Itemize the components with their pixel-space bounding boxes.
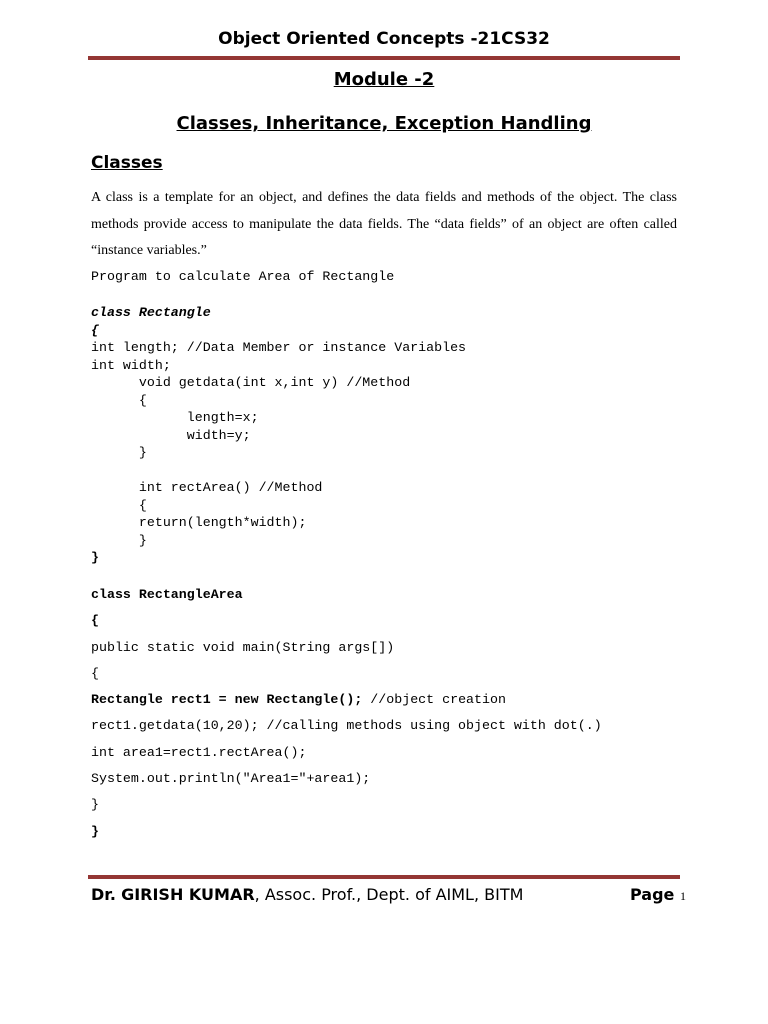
footer-prefix: Dr. — [91, 885, 116, 904]
code-line: int width; — [91, 357, 171, 373]
code-line — [91, 462, 466, 480]
code-line: { — [91, 392, 147, 408]
code-line: System.out.println("Area1="+area1); — [91, 771, 371, 787]
document-header-title: Object Oriented Concepts -21CS32 — [218, 29, 550, 49]
code-line: } — [91, 797, 99, 813]
footer-author — [91, 885, 523, 904]
code-line: int rectArea() //Method — [91, 480, 323, 495]
code-block-rectangle — [91, 304, 466, 567]
code-line: width=y; — [91, 427, 251, 443]
code-class-line: class RectangleArea — [91, 587, 243, 602]
footer-rule — [88, 875, 680, 879]
code-close-brace: } — [91, 823, 99, 839]
code-creation-comment: //object creation — [362, 692, 506, 708]
code-line: int area1=rect1.rectArea(); — [91, 744, 307, 760]
code-line: rect1.getdata(10,20); //calling methods using object with dot(.) — [91, 718, 602, 734]
code-line: { — [91, 497, 147, 513]
page-number: 1 — [679, 889, 686, 903]
code-main-open: { — [91, 665, 99, 681]
code-main-line: public static void main(String args[]) — [91, 639, 395, 655]
header-rule — [88, 56, 680, 60]
chapter-heading: Classes, Inheritance, Exception Handling — [176, 113, 592, 134]
code-line: length=x; — [91, 410, 259, 425]
program-title: Program to calculate Area of Rectangle — [91, 269, 395, 284]
code-line: } — [91, 445, 147, 460]
code-block-rectangle-area — [91, 582, 602, 845]
section-heading: Classes — [91, 153, 163, 173]
code-close-brace: } — [91, 550, 99, 565]
code-class-line: class Rectangle — [91, 305, 211, 320]
code-creation-statement: Rectangle rect1 = new Rectangle(); — [91, 692, 363, 708]
code-object-creation-line — [91, 687, 602, 713]
code-open-brace: { — [91, 322, 99, 338]
footer-author-name: GIRISH KUMAR — [121, 885, 255, 904]
page-label: Page — [630, 885, 675, 904]
code-line: return(length*width); — [91, 515, 307, 530]
page-indicator — [630, 885, 686, 904]
footer-affiliation: , Assoc. Prof., Dept. of AIML, BITM — [254, 885, 524, 904]
intro-paragraph: A class is a template for an object, and defines the data fields and methods of the object. The class methods provide access to manipulate the data fields. The “data fields” of an object are often called “instance variables.” — [91, 190, 677, 258]
code-line: int length; //Data Member or instance Variables — [91, 340, 467, 355]
code-open-brace: { — [91, 613, 99, 629]
module-heading: Module -2 — [333, 69, 435, 90]
code-line: void getdata(int x,int y) //Method — [91, 375, 411, 390]
code-line: } — [91, 532, 147, 548]
